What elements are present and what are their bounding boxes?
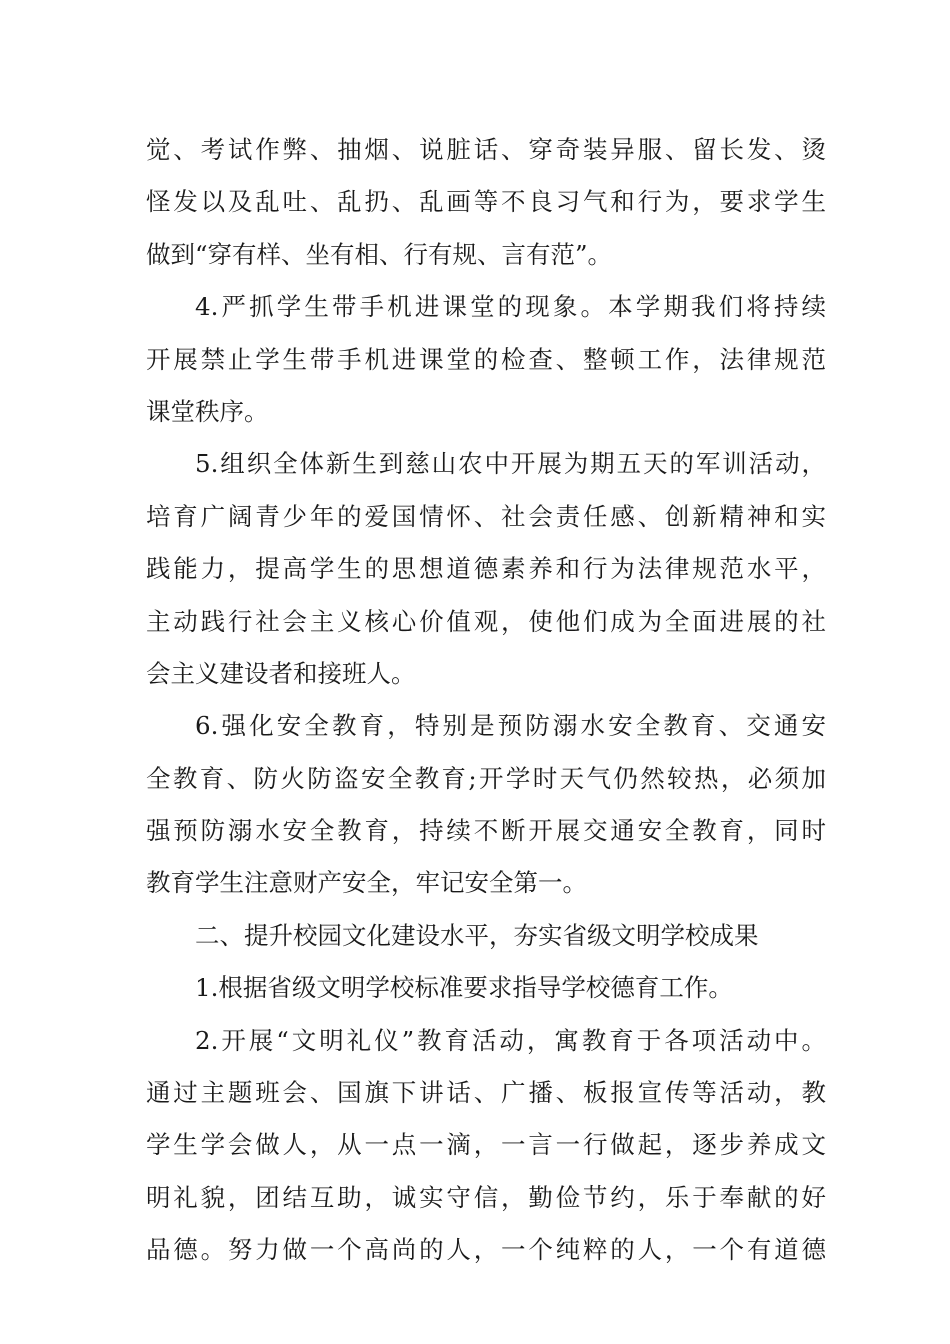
section-heading: 二、提升校园文化建设水平，夯实省级文明学校成果: [195, 920, 759, 950]
text-line: 6.强化安全教育，特别是预防溺水安全教育、交通安: [195, 711, 826, 741]
document-body: [146, 124, 826, 1277]
text-line: 4.严抓学生带手机进课堂的现象。本学期我们将持续: [195, 292, 826, 322]
text-line: 觉、考试作弊、抽烟、说脏话、穿奇装异服、留长发、烫: [146, 135, 826, 164]
text-line: 做到“穿有样、坐有相、行有规、言有范”。: [146, 239, 613, 269]
text-line: 怪发以及乱吐、乱扔、乱画等不良习气和行为，要求学生: [146, 187, 826, 217]
text-line: 会主义建设者和接班人。: [146, 658, 416, 688]
text-line: 课堂秩序。: [146, 396, 269, 426]
text-line: 1.根据省级文明学校标准要求指导学校德育工作。: [195, 973, 733, 1003]
text-line: 5.组织全体新生到慈山农中开展为期五天的军训活动，: [195, 449, 826, 479]
text-line: 强预防溺水安全教育，持续不断开展交通安全教育，同时: [146, 816, 826, 846]
text-line: 明礼貌，团结互助，诚实守信，勤俭节约，乐于奉献的好: [146, 1182, 826, 1212]
text-line: 2.开展“文明礼仪”教育活动，寓教育于各项活动中。: [195, 1025, 826, 1055]
text-line: 品德。努力做一个高尚的人，一个纯粹的人，一个有道德: [146, 1235, 826, 1265]
text-line: 培育广阔青少年的爱国情怀、社会责任感、创新精神和实: [146, 501, 826, 531]
text-line: 教育学生注意财产安全，牢记安全第一。: [146, 868, 587, 898]
text-line: 践能力，提高学生的思想道德素养和行为法律规范水平，: [146, 554, 826, 584]
text-line: 主动践行社会主义核心价值观，使他们成为全面进展的社: [146, 606, 826, 636]
text-line: 学生学会做人，从一点一滴，一言一行做起，逐步养成文: [146, 1130, 826, 1160]
text-line: 全教育、防火防盗安全教育;开学时天气仍然较热，必须加: [146, 763, 826, 793]
text-line: 开展禁止学生带手机进课堂的检查、整顿工作，法律规范: [146, 344, 826, 374]
text-line: 通过主题班会、国旗下讲话、广播、板报宣传等活动，教: [146, 1078, 826, 1108]
